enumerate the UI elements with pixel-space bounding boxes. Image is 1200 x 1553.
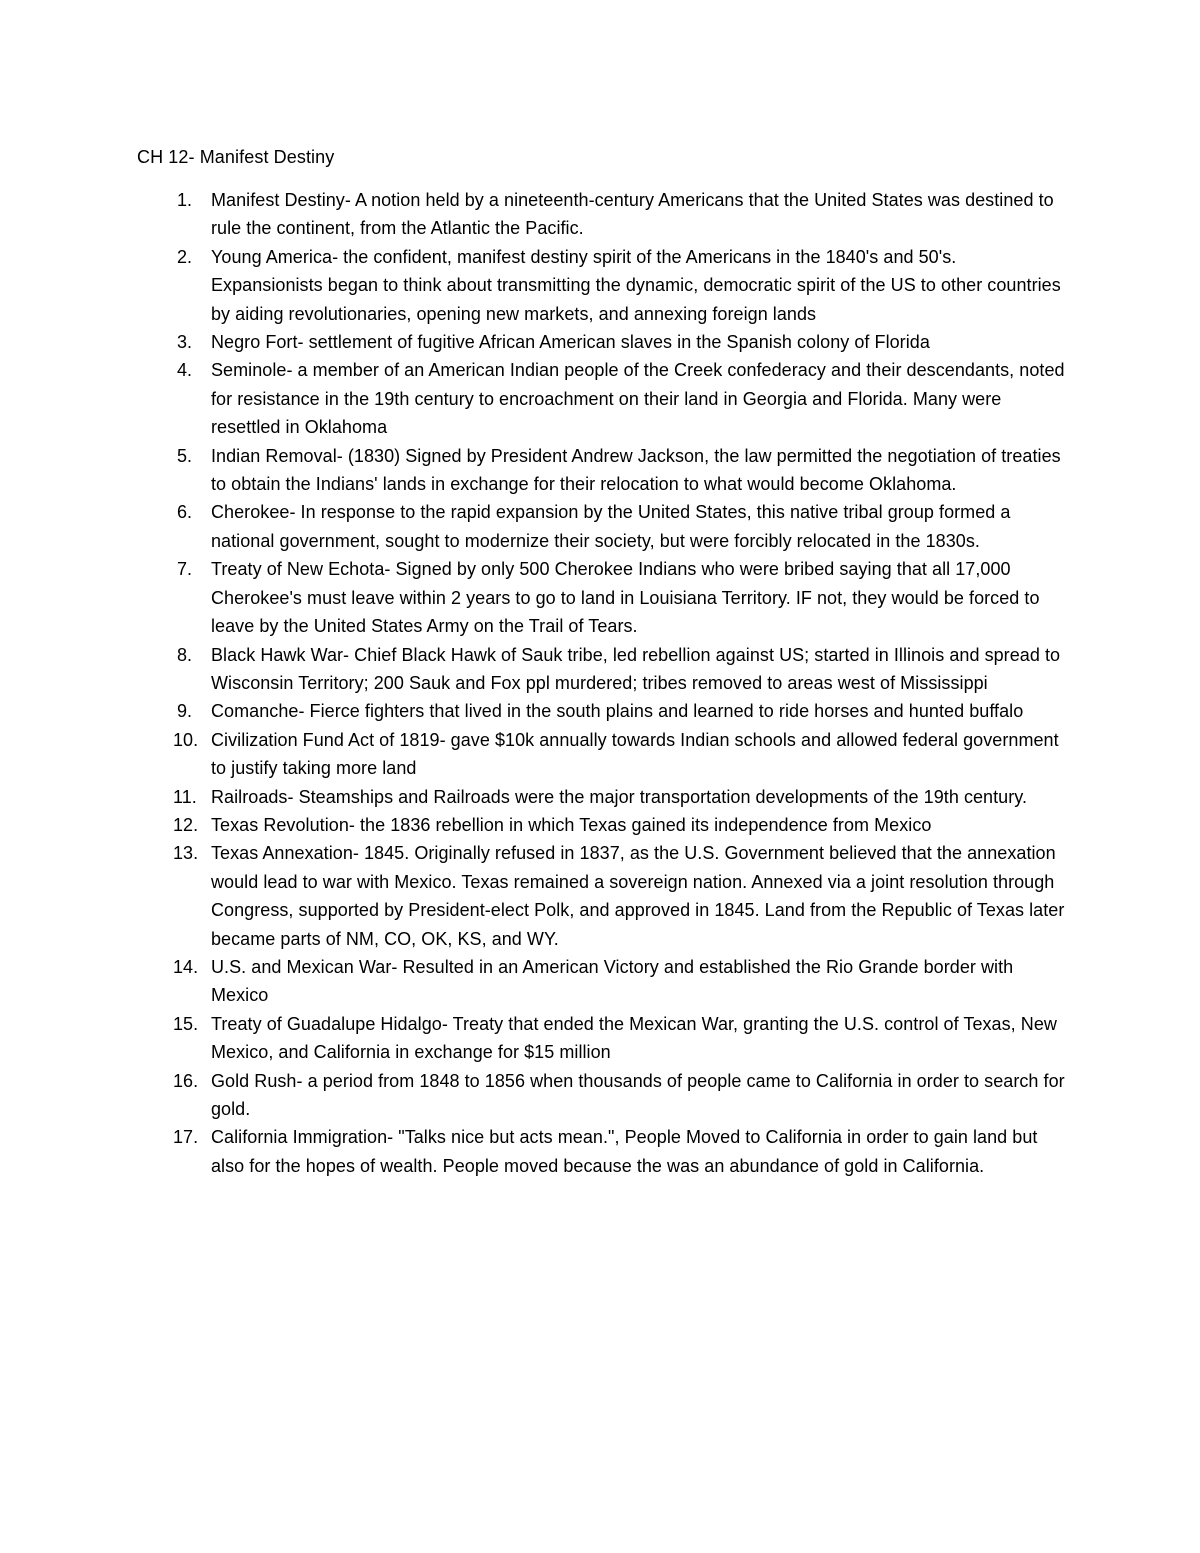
list-item-number: 7.	[177, 559, 193, 580]
list-item	[0, 839, 1071, 953]
list-item	[0, 186, 1071, 243]
list-item-number: 4.	[177, 360, 193, 381]
list-item-number: 14.	[173, 956, 199, 977]
list-item-text: Manifest Destiny- A notion held by a nineteenth-century Americans that the United States was destined to rule the continent, from the Atlantic the Pacific.	[211, 190, 1054, 239]
list-item-number: 6.	[177, 502, 193, 523]
list-item	[0, 356, 1071, 441]
list-item	[0, 1010, 1071, 1067]
term-list	[0, 186, 1200, 1180]
list-item-text: Treaty of New Echota- Signed by only 500 Cherokee Indians who were bribed saying that all 17,000 Cherokee's must leave within 2 years to go to land in Louisiana Territory. IF not, they would be forced to leave by the United States Army on the Trail of Tears.	[211, 559, 1040, 637]
list-item	[0, 1067, 1071, 1124]
list-item-text: California Immigration- "Talks nice but acts mean.", People Moved to California in order to gain land but also for the hopes of wealth. People moved because the was an abundance of gold in California.	[211, 1127, 1038, 1176]
document-title: CH 12- Manifest Destiny	[137, 147, 335, 167]
list-item	[0, 953, 1071, 1010]
list-item-number: 11.	[173, 786, 197, 807]
list-item-text: Young America- the confident, manifest destiny spirit of the Americans in the 1840's and 50's. Expansionists began to think about transmitting the dynamic, democratic spirit of the US to other countries by aiding revolutionaries, opening new markets, and annexing foreign lands	[211, 246, 1061, 324]
list-item-text: Indian Removal- (1830) Signed by President Andrew Jackson, the law permitted the negotiation of treaties to obtain the Indians' lands in exchange for their relocation to what would become Oklahoma.	[211, 445, 1061, 495]
list-item	[0, 726, 1071, 783]
list-item-text: Comanche- Fierce fighters that lived in the south plains and learned to ride horses and hunted buffalo	[211, 701, 1024, 722]
list-item	[0, 1123, 1071, 1180]
list-item-text: Cherokee- In response to the rapid expansion by the United States, this native tribal group formed a national government, sought to modernize their society, but were forcibly relocated in the 1830s.	[211, 502, 1011, 551]
list-item-number: 10.	[173, 729, 199, 750]
list-item	[0, 498, 1071, 555]
list-item-text: Negro Fort- settlement of fugitive African American slaves in the Spanish colony of Florida	[211, 332, 930, 353]
list-item	[0, 783, 1071, 811]
list-item-number: 8.	[177, 644, 193, 665]
list-item	[0, 328, 1071, 356]
list-item-number: 9.	[177, 701, 193, 722]
list-item-text: Railroads- Steamships and Railroads were the major transportation developments of the 19th century.	[211, 786, 1028, 807]
list-item-text: Texas Annexation- 1845. Originally refused in 1837, as the U.S. Government believed that the annexation would lead to war with Mexico. Texas remained a sovereign nation. Annexed via a joint resolution through Congress, supported by President-elect Polk, and approved in 1845. Land from the Republic of Texas later became parts of NM, CO, OK, KS, and WY.	[211, 843, 1065, 949]
list-item-text: Seminole- a member of an American Indian people of the Creek confederacy and their descendants, noted for resistance in the 19th century to encroachment on their land in Georgia and Florida. Many were resettled in Oklahoma	[211, 360, 1065, 438]
list-item-number: 16.	[173, 1070, 199, 1091]
list-item-text: Black Hawk War- Chief Black Hawk of Sauk tribe, led rebellion against US; started in Illinois and spread to Wisconsin Territory; 200 Sauk and Fox ppl murdered; tribes removed to areas west of Mississippi	[211, 644, 1061, 693]
list-item-text: Texas Revolution- the 1836 rebellion in which Texas gained its independence from Mexico	[211, 814, 932, 835]
list-item-text: Gold Rush- a period from 1848 to 1856 when thousands of people came to California in order to search for gold.	[211, 1070, 1065, 1119]
list-item-text: Treaty of Guadalupe Hidalgo- Treaty that ended the Mexican War, granting the U.S. control of Texas, New Mexico, and California in exchange for $15 million	[211, 1013, 1057, 1063]
list-item-number: 3.	[177, 332, 193, 353]
list-item-number: 13.	[173, 843, 199, 864]
list-item-text: U.S. and Mexican War- Resulted in an American Victory and established the Rio Grande border with Mexico	[211, 956, 1014, 1006]
list-item	[0, 811, 1071, 839]
list-item-number: 17.	[173, 1127, 199, 1148]
list-item-number: 2.	[177, 246, 193, 267]
list-item-number: 12.	[173, 814, 199, 835]
list-item	[0, 555, 1071, 640]
list-item	[0, 641, 1071, 698]
list-item	[0, 697, 1071, 725]
list-item-number: 5.	[177, 445, 193, 466]
list-item	[0, 243, 1071, 328]
list-item	[0, 442, 1071, 499]
list-item-text: Civilization Fund Act of 1819- gave $10k annually towards Indian schools and allowed federal government to justify taking more land	[211, 729, 1059, 779]
list-item-number: 15.	[173, 1013, 199, 1034]
list-item-number: 1.	[177, 190, 193, 210]
